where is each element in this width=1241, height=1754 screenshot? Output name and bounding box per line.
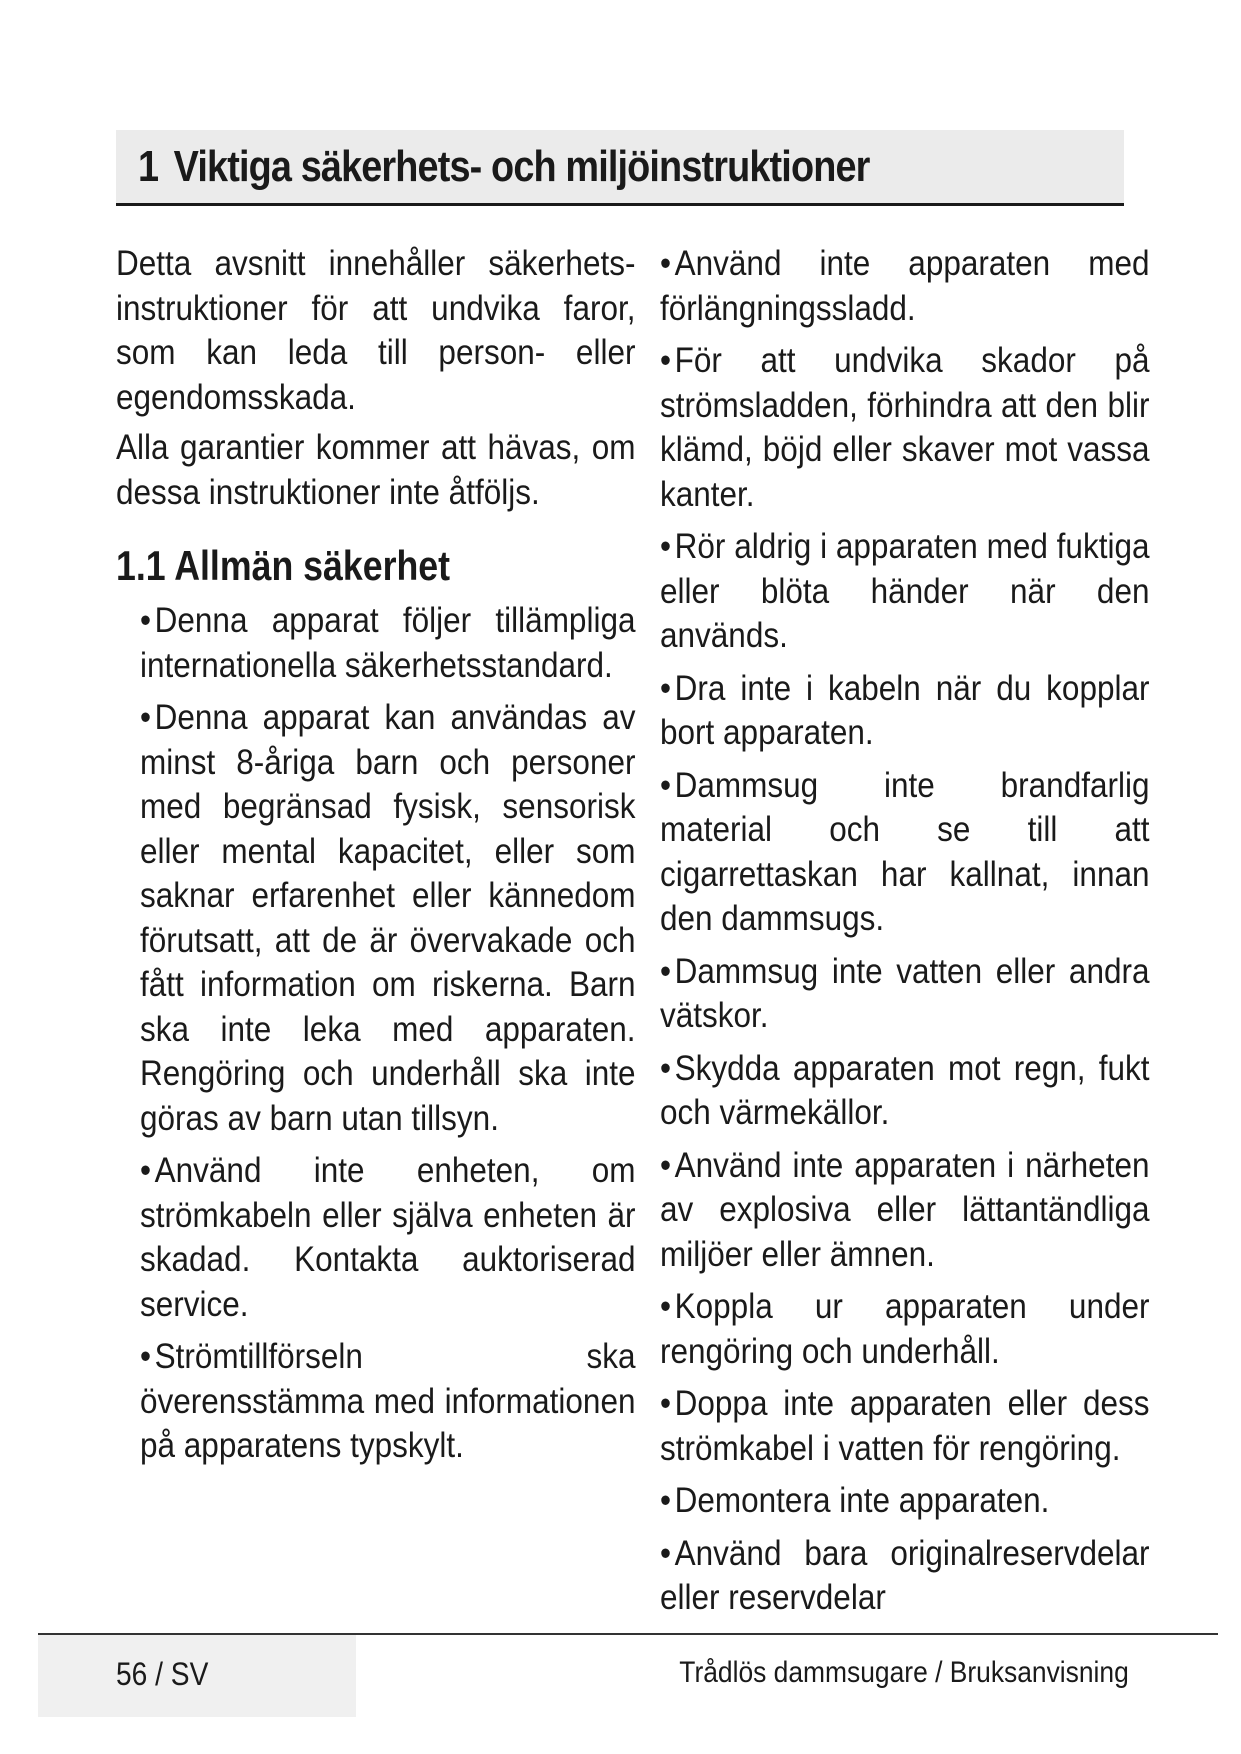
bullet-item [660, 1532, 1150, 1621]
bullet-item [660, 1144, 1150, 1278]
bullet-item [140, 696, 635, 1141]
bullet-text: Dammsug inte vatten eller andra vätskor. [660, 951, 1150, 1035]
bullet-dot: • [660, 341, 672, 380]
bullet-item [660, 525, 1150, 659]
intro-paragraph: Detta avsnitt innehåller säkerhets-instruktioner för att undvika faror, som kan leda till person- eller egendomsskada. [116, 244, 636, 417]
bullet-dot: • [660, 1384, 672, 1423]
bullet-text: Demontera inte apparaten. [674, 1481, 1050, 1520]
intro-paragraph: Alla garantier kommer att hävas, om dessa instruktioner inte åtföljs. [116, 428, 636, 512]
subsection-heading: 1.1 Allmän säkerhet [116, 542, 451, 589]
bullet-dot: • [140, 601, 152, 640]
bullet-dot: • [140, 1151, 152, 1190]
bullet-text: Koppla ur apparaten under rengöring och underhåll. [660, 1287, 1150, 1371]
bullet-text: Strömtillförseln ska överensstämma med informationen på apparatens typskylt. [140, 1337, 636, 1465]
bullet-item [660, 764, 1150, 942]
bullet-text: Använd inte apparaten i närheten av explosiva eller lättantändliga miljöer eller ämnen. [660, 1145, 1150, 1274]
bullet-item [660, 1382, 1150, 1471]
left-column [116, 242, 636, 1477]
bullet-text: Skydda apparaten mot regn, fukt och värmekällor. [660, 1048, 1150, 1132]
footer-product-title: Trådlös dammsugare / Bruksanvisning [679, 1656, 1129, 1689]
bullet-dot: • [660, 668, 672, 708]
bullet-dot: • [140, 698, 152, 737]
right-bullet-list [660, 242, 1150, 1621]
bullet-text: Använd inte apparaten med förlängningssladd. [660, 244, 1150, 328]
bullet-text: Doppa inte apparaten eller dess strömkabel i vatten för rengöring. [660, 1384, 1150, 1468]
bullet-dot: • [660, 1145, 672, 1185]
left-bullet-list [116, 599, 636, 1469]
bullet-item [140, 1149, 635, 1327]
bullet-dot: • [660, 951, 672, 991]
bullet-dot: • [660, 1287, 672, 1326]
bullet-item [140, 1335, 635, 1469]
bullet-text: Dra inte i kabeln när du kopplar bort apparaten. [660, 668, 1150, 752]
bullet-dot: • [660, 765, 672, 805]
section-heading [138, 142, 869, 192]
bullet-dot: • [660, 1533, 672, 1573]
bullet-item [660, 667, 1150, 756]
section-heading-box [116, 130, 1124, 206]
bullet-item [660, 242, 1150, 331]
bullet-text: Rör aldrig i apparaten med fuktiga eller blöta händer när den används. [660, 527, 1150, 655]
page-number: 56 / SV [116, 1656, 209, 1692]
right-column [660, 242, 1150, 1629]
bullet-text: Använd bara originalreservdelar eller reservdelar [660, 1533, 1150, 1617]
bullet-dot: • [660, 244, 672, 283]
bullet-dot: • [660, 527, 672, 566]
footer-divider [38, 1633, 1218, 1635]
bullet-item [660, 1479, 1150, 1524]
bullet-item [660, 1047, 1150, 1136]
bullet-item [660, 950, 1150, 1039]
section-number: 1 [138, 142, 159, 191]
bullet-item [660, 339, 1150, 517]
bullet-dot: • [660, 1048, 672, 1088]
bullet-item [660, 1285, 1150, 1374]
bullet-dot: • [140, 1337, 152, 1376]
section-title: Viktiga säkerhets- och miljöinstruktioner [173, 142, 870, 191]
bullet-text: För att undvika skador på strömsladden, förhindra att den blir klämd, böjd eller skaver mot vassa kanter. [660, 341, 1150, 514]
bullet-item [140, 599, 635, 688]
bullet-text: Använd inte enheten, om strömkabeln eller själva enheten är skadad. Kontakta auktoriserad service. [140, 1151, 636, 1324]
bullet-text: Dammsug inte brandfarlig material och se till att cigarrettaskan har kallnat, innan den dammsugs. [660, 765, 1150, 938]
bullet-text: Denna apparat kan användas av minst 8-åriga barn och personer med begränsad fysisk, sensorisk eller mental kapacitet, eller som saknar erfarenhet eller kännedom förutsatt, att de är övervakade och fått information om riskerna. Barn ska inte leka med apparaten. Rengöring och underhåll ska inte göras av barn utan tillsyn. [140, 698, 636, 1138]
bullet-dot: • [660, 1481, 672, 1520]
bullet-text: Denna apparat följer tillämpliga internationella säkerhetsstandard. [140, 601, 636, 685]
